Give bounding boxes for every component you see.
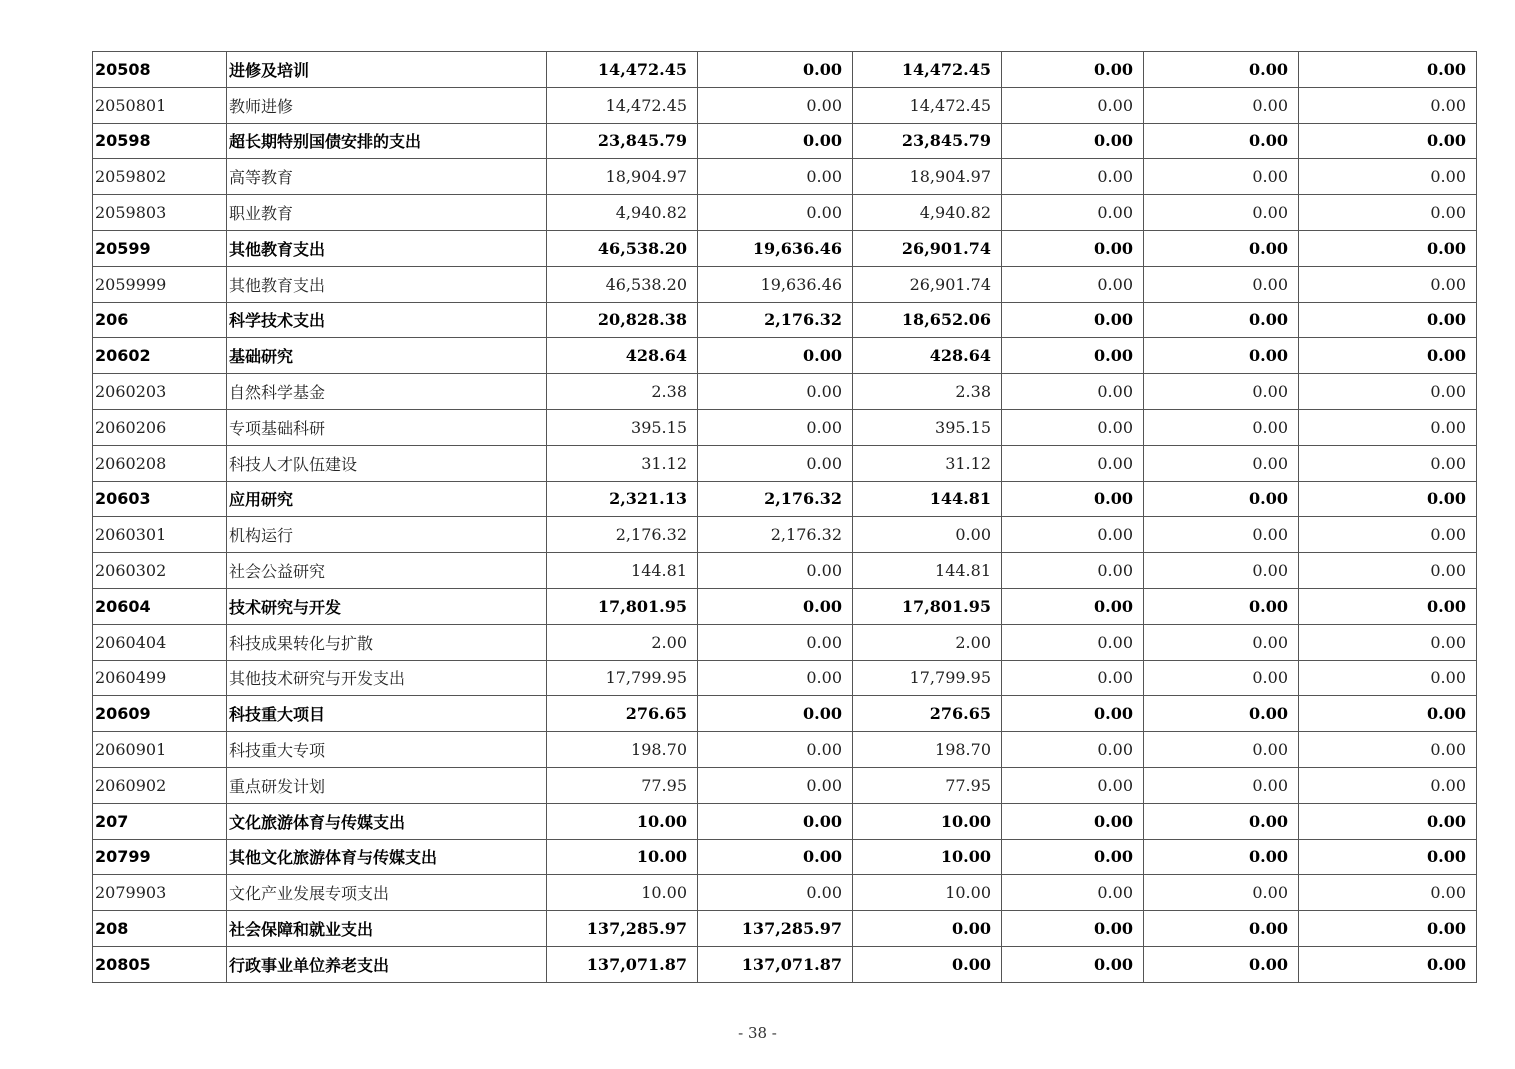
row-value-4-cell: 0.00 <box>1002 159 1144 195</box>
table-row <box>93 624 1477 660</box>
row-value-4-cell: 0.00 <box>1002 123 1144 159</box>
row-total-cell: 2.38 <box>547 374 698 410</box>
row-basic-cell: 0.00 <box>698 803 853 839</box>
row-value-6-cell: 0.00 <box>1299 302 1477 338</box>
row-code-cell: 2079903 <box>93 875 227 911</box>
row-value-4-cell: 0.00 <box>1002 445 1144 481</box>
row-code-cell: 2050801 <box>93 87 227 123</box>
row-value-5-cell: 0.00 <box>1144 230 1299 266</box>
row-code-cell: 2059999 <box>93 266 227 302</box>
table-row <box>93 946 1477 982</box>
row-value-4-cell: 0.00 <box>1002 87 1144 123</box>
row-value-4-cell: 0.00 <box>1002 481 1144 517</box>
row-basic-cell: 0.00 <box>698 409 853 445</box>
row-basic-cell: 0.00 <box>698 588 853 624</box>
row-code-cell: 20602 <box>93 338 227 374</box>
row-basic-cell: 0.00 <box>698 875 853 911</box>
row-value-4-cell: 0.00 <box>1002 660 1144 696</box>
row-code-cell: 2060302 <box>93 553 227 589</box>
row-project-cell: 26,901.74 <box>853 230 1002 266</box>
row-basic-cell: 137,285.97 <box>698 911 853 947</box>
row-value-4-cell: 0.00 <box>1002 624 1144 660</box>
table-row <box>93 266 1477 302</box>
table-row <box>93 553 1477 589</box>
row-project-cell: 395.15 <box>853 409 1002 445</box>
row-name-cell: 职业教育 <box>227 195 547 231</box>
row-basic-cell: 0.00 <box>698 696 853 732</box>
row-name-cell: 重点研发计划 <box>227 767 547 803</box>
table-body <box>93 52 1477 983</box>
row-project-cell: 17,801.95 <box>853 588 1002 624</box>
row-value-5-cell: 0.00 <box>1144 875 1299 911</box>
row-basic-cell: 0.00 <box>698 445 853 481</box>
row-name-cell: 应用研究 <box>227 481 547 517</box>
row-total-cell: 14,472.45 <box>547 87 698 123</box>
row-value-5-cell: 0.00 <box>1144 159 1299 195</box>
row-total-cell: 10.00 <box>547 803 698 839</box>
row-code-cell: 2060901 <box>93 732 227 768</box>
row-value-6-cell: 0.00 <box>1299 266 1477 302</box>
row-value-4-cell: 0.00 <box>1002 767 1144 803</box>
row-value-5-cell: 0.00 <box>1144 553 1299 589</box>
row-value-5-cell: 0.00 <box>1144 52 1299 88</box>
row-value-5-cell: 0.00 <box>1144 732 1299 768</box>
table-row <box>93 159 1477 195</box>
row-name-cell: 行政事业单位养老支出 <box>227 946 547 982</box>
row-code-cell: 2059803 <box>93 195 227 231</box>
row-value-6-cell: 0.00 <box>1299 230 1477 266</box>
row-name-cell: 科技成果转化与扩散 <box>227 624 547 660</box>
row-value-4-cell: 0.00 <box>1002 839 1144 875</box>
row-code-cell: 207 <box>93 803 227 839</box>
row-project-cell: 0.00 <box>853 517 1002 553</box>
row-project-cell: 77.95 <box>853 767 1002 803</box>
row-project-cell: 10.00 <box>853 875 1002 911</box>
row-value-5-cell: 0.00 <box>1144 803 1299 839</box>
row-value-4-cell: 0.00 <box>1002 517 1144 553</box>
row-project-cell: 144.81 <box>853 481 1002 517</box>
row-name-cell: 超长期特别国债安排的支出 <box>227 123 547 159</box>
row-code-cell: 208 <box>93 911 227 947</box>
row-value-4-cell: 0.00 <box>1002 266 1144 302</box>
page-number: - 38 - <box>738 1024 777 1042</box>
row-value-6-cell: 0.00 <box>1299 946 1477 982</box>
row-name-cell: 高等教育 <box>227 159 547 195</box>
row-value-5-cell: 0.00 <box>1144 517 1299 553</box>
row-name-cell: 科技重大专项 <box>227 732 547 768</box>
row-value-5-cell: 0.00 <box>1144 409 1299 445</box>
table-row <box>93 839 1477 875</box>
row-value-6-cell: 0.00 <box>1299 660 1477 696</box>
row-value-6-cell: 0.00 <box>1299 123 1477 159</box>
row-value-4-cell: 0.00 <box>1002 374 1144 410</box>
row-total-cell: 46,538.20 <box>547 266 698 302</box>
row-basic-cell: 0.00 <box>698 123 853 159</box>
row-project-cell: 10.00 <box>853 803 1002 839</box>
row-value-5-cell: 0.00 <box>1144 946 1299 982</box>
row-code-cell: 2060206 <box>93 409 227 445</box>
row-value-5-cell: 0.00 <box>1144 374 1299 410</box>
table-row <box>93 230 1477 266</box>
row-code-cell: 20799 <box>93 839 227 875</box>
table-row <box>93 660 1477 696</box>
row-value-4-cell: 0.00 <box>1002 553 1144 589</box>
row-value-6-cell: 0.00 <box>1299 732 1477 768</box>
row-project-cell: 10.00 <box>853 839 1002 875</box>
row-value-5-cell: 0.00 <box>1144 338 1299 374</box>
row-value-6-cell: 0.00 <box>1299 839 1477 875</box>
row-value-4-cell: 0.00 <box>1002 195 1144 231</box>
row-project-cell: 0.00 <box>853 911 1002 947</box>
row-name-cell: 科学技术支出 <box>227 302 547 338</box>
row-value-6-cell: 0.00 <box>1299 195 1477 231</box>
row-value-4-cell: 0.00 <box>1002 803 1144 839</box>
row-code-cell: 2059802 <box>93 159 227 195</box>
row-name-cell: 教师进修 <box>227 87 547 123</box>
row-value-5-cell: 0.00 <box>1144 624 1299 660</box>
row-basic-cell: 2,176.32 <box>698 517 853 553</box>
row-value-5-cell: 0.00 <box>1144 445 1299 481</box>
row-basic-cell: 0.00 <box>698 624 853 660</box>
row-project-cell: 17,799.95 <box>853 660 1002 696</box>
row-basic-cell: 0.00 <box>698 553 853 589</box>
row-total-cell: 23,845.79 <box>547 123 698 159</box>
row-value-6-cell: 0.00 <box>1299 87 1477 123</box>
row-name-cell: 其他技术研究与开发支出 <box>227 660 547 696</box>
row-value-5-cell: 0.00 <box>1144 266 1299 302</box>
row-basic-cell: 137,071.87 <box>698 946 853 982</box>
row-value-6-cell: 0.00 <box>1299 338 1477 374</box>
row-name-cell: 科技重大项目 <box>227 696 547 732</box>
row-value-5-cell: 0.00 <box>1144 302 1299 338</box>
row-value-6-cell: 0.00 <box>1299 481 1477 517</box>
row-basic-cell: 0.00 <box>698 195 853 231</box>
table-row <box>93 302 1477 338</box>
row-code-cell: 20805 <box>93 946 227 982</box>
row-value-5-cell: 0.00 <box>1144 839 1299 875</box>
row-total-cell: 46,538.20 <box>547 230 698 266</box>
row-value-5-cell: 0.00 <box>1144 767 1299 803</box>
row-total-cell: 2.00 <box>547 624 698 660</box>
row-basic-cell: 2,176.32 <box>698 481 853 517</box>
budget-table <box>92 51 1477 983</box>
table-row <box>93 195 1477 231</box>
row-project-cell: 18,652.06 <box>853 302 1002 338</box>
row-value-4-cell: 0.00 <box>1002 696 1144 732</box>
row-project-cell: 18,904.97 <box>853 159 1002 195</box>
row-value-4-cell: 0.00 <box>1002 732 1144 768</box>
row-basic-cell: 0.00 <box>698 660 853 696</box>
row-project-cell: 23,845.79 <box>853 123 1002 159</box>
row-value-6-cell: 0.00 <box>1299 445 1477 481</box>
row-value-6-cell: 0.00 <box>1299 696 1477 732</box>
table-row <box>93 875 1477 911</box>
row-total-cell: 276.65 <box>547 696 698 732</box>
row-project-cell: 14,472.45 <box>853 87 1002 123</box>
table-row <box>93 517 1477 553</box>
row-total-cell: 4,940.82 <box>547 195 698 231</box>
row-basic-cell: 19,636.46 <box>698 266 853 302</box>
row-value-5-cell: 0.00 <box>1144 696 1299 732</box>
row-value-6-cell: 0.00 <box>1299 52 1477 88</box>
row-project-cell: 4,940.82 <box>853 195 1002 231</box>
row-project-cell: 2.00 <box>853 624 1002 660</box>
row-value-4-cell: 0.00 <box>1002 911 1144 947</box>
table-row <box>93 123 1477 159</box>
row-value-5-cell: 0.00 <box>1144 588 1299 624</box>
row-project-cell: 276.65 <box>853 696 1002 732</box>
row-basic-cell: 0.00 <box>698 159 853 195</box>
row-value-6-cell: 0.00 <box>1299 553 1477 589</box>
row-total-cell: 137,285.97 <box>547 911 698 947</box>
row-basic-cell: 2,176.32 <box>698 302 853 338</box>
row-code-cell: 20598 <box>93 123 227 159</box>
row-code-cell: 20609 <box>93 696 227 732</box>
table-row <box>93 409 1477 445</box>
row-project-cell: 144.81 <box>853 553 1002 589</box>
row-total-cell: 14,472.45 <box>547 52 698 88</box>
row-value-4-cell: 0.00 <box>1002 338 1144 374</box>
row-total-cell: 18,904.97 <box>547 159 698 195</box>
row-total-cell: 2,321.13 <box>547 481 698 517</box>
row-value-5-cell: 0.00 <box>1144 195 1299 231</box>
row-code-cell: 2060499 <box>93 660 227 696</box>
table-row <box>93 52 1477 88</box>
row-code-cell: 2060301 <box>93 517 227 553</box>
row-basic-cell: 0.00 <box>698 87 853 123</box>
row-total-cell: 10.00 <box>547 875 698 911</box>
row-value-6-cell: 0.00 <box>1299 374 1477 410</box>
row-value-6-cell: 0.00 <box>1299 624 1477 660</box>
row-code-cell: 2060902 <box>93 767 227 803</box>
row-value-4-cell: 0.00 <box>1002 302 1144 338</box>
row-value-4-cell: 0.00 <box>1002 946 1144 982</box>
row-total-cell: 198.70 <box>547 732 698 768</box>
row-total-cell: 137,071.87 <box>547 946 698 982</box>
row-total-cell: 395.15 <box>547 409 698 445</box>
row-name-cell: 其他教育支出 <box>227 230 547 266</box>
row-name-cell: 其他文化旅游体育与传媒支出 <box>227 839 547 875</box>
row-value-5-cell: 0.00 <box>1144 123 1299 159</box>
row-name-cell: 社会公益研究 <box>227 553 547 589</box>
row-code-cell: 20603 <box>93 481 227 517</box>
row-total-cell: 428.64 <box>547 338 698 374</box>
row-code-cell: 2060208 <box>93 445 227 481</box>
row-name-cell: 其他教育支出 <box>227 266 547 302</box>
row-total-cell: 20,828.38 <box>547 302 698 338</box>
row-basic-cell: 0.00 <box>698 338 853 374</box>
row-name-cell: 社会保障和就业支出 <box>227 911 547 947</box>
row-total-cell: 17,801.95 <box>547 588 698 624</box>
row-project-cell: 26,901.74 <box>853 266 1002 302</box>
row-value-4-cell: 0.00 <box>1002 875 1144 911</box>
row-project-cell: 2.38 <box>853 374 1002 410</box>
row-total-cell: 31.12 <box>547 445 698 481</box>
row-basic-cell: 0.00 <box>698 767 853 803</box>
row-project-cell: 0.00 <box>853 946 1002 982</box>
table-row <box>93 338 1477 374</box>
row-project-cell: 428.64 <box>853 338 1002 374</box>
row-total-cell: 17,799.95 <box>547 660 698 696</box>
row-value-6-cell: 0.00 <box>1299 875 1477 911</box>
table-row <box>93 911 1477 947</box>
row-value-6-cell: 0.00 <box>1299 767 1477 803</box>
row-code-cell: 20599 <box>93 230 227 266</box>
row-basic-cell: 0.00 <box>698 374 853 410</box>
row-name-cell: 基础研究 <box>227 338 547 374</box>
row-code-cell: 20508 <box>93 52 227 88</box>
row-name-cell: 技术研究与开发 <box>227 588 547 624</box>
table-row <box>93 732 1477 768</box>
row-value-4-cell: 0.00 <box>1002 409 1144 445</box>
table-row <box>93 445 1477 481</box>
row-name-cell: 专项基础科研 <box>227 409 547 445</box>
row-name-cell: 科技人才队伍建设 <box>227 445 547 481</box>
row-name-cell: 文化产业发展专项支出 <box>227 875 547 911</box>
row-value-4-cell: 0.00 <box>1002 52 1144 88</box>
table-row <box>93 803 1477 839</box>
table-row <box>93 374 1477 410</box>
row-code-cell: 2060203 <box>93 374 227 410</box>
row-value-5-cell: 0.00 <box>1144 481 1299 517</box>
row-basic-cell: 0.00 <box>698 732 853 768</box>
row-value-6-cell: 0.00 <box>1299 803 1477 839</box>
row-name-cell: 机构运行 <box>227 517 547 553</box>
row-name-cell: 自然科学基金 <box>227 374 547 410</box>
row-code-cell: 206 <box>93 302 227 338</box>
row-total-cell: 2,176.32 <box>547 517 698 553</box>
row-basic-cell: 19,636.46 <box>698 230 853 266</box>
row-value-6-cell: 0.00 <box>1299 159 1477 195</box>
row-basic-cell: 0.00 <box>698 52 853 88</box>
row-total-cell: 10.00 <box>547 839 698 875</box>
table-row <box>93 696 1477 732</box>
row-total-cell: 144.81 <box>547 553 698 589</box>
table-row <box>93 481 1477 517</box>
row-value-6-cell: 0.00 <box>1299 588 1477 624</box>
row-value-6-cell: 0.00 <box>1299 409 1477 445</box>
row-value-6-cell: 0.00 <box>1299 911 1477 947</box>
table-row <box>93 87 1477 123</box>
row-basic-cell: 0.00 <box>698 839 853 875</box>
row-value-5-cell: 0.00 <box>1144 911 1299 947</box>
row-project-cell: 31.12 <box>853 445 1002 481</box>
row-project-cell: 198.70 <box>853 732 1002 768</box>
row-code-cell: 20604 <box>93 588 227 624</box>
row-total-cell: 77.95 <box>547 767 698 803</box>
row-name-cell: 文化旅游体育与传媒支出 <box>227 803 547 839</box>
row-project-cell: 14,472.45 <box>853 52 1002 88</box>
row-code-cell: 2060404 <box>93 624 227 660</box>
row-value-5-cell: 0.00 <box>1144 660 1299 696</box>
row-value-5-cell: 0.00 <box>1144 87 1299 123</box>
row-value-4-cell: 0.00 <box>1002 588 1144 624</box>
row-name-cell: 进修及培训 <box>227 52 547 88</box>
table-row <box>93 588 1477 624</box>
table-row <box>93 767 1477 803</box>
row-value-6-cell: 0.00 <box>1299 517 1477 553</box>
row-value-4-cell: 0.00 <box>1002 230 1144 266</box>
